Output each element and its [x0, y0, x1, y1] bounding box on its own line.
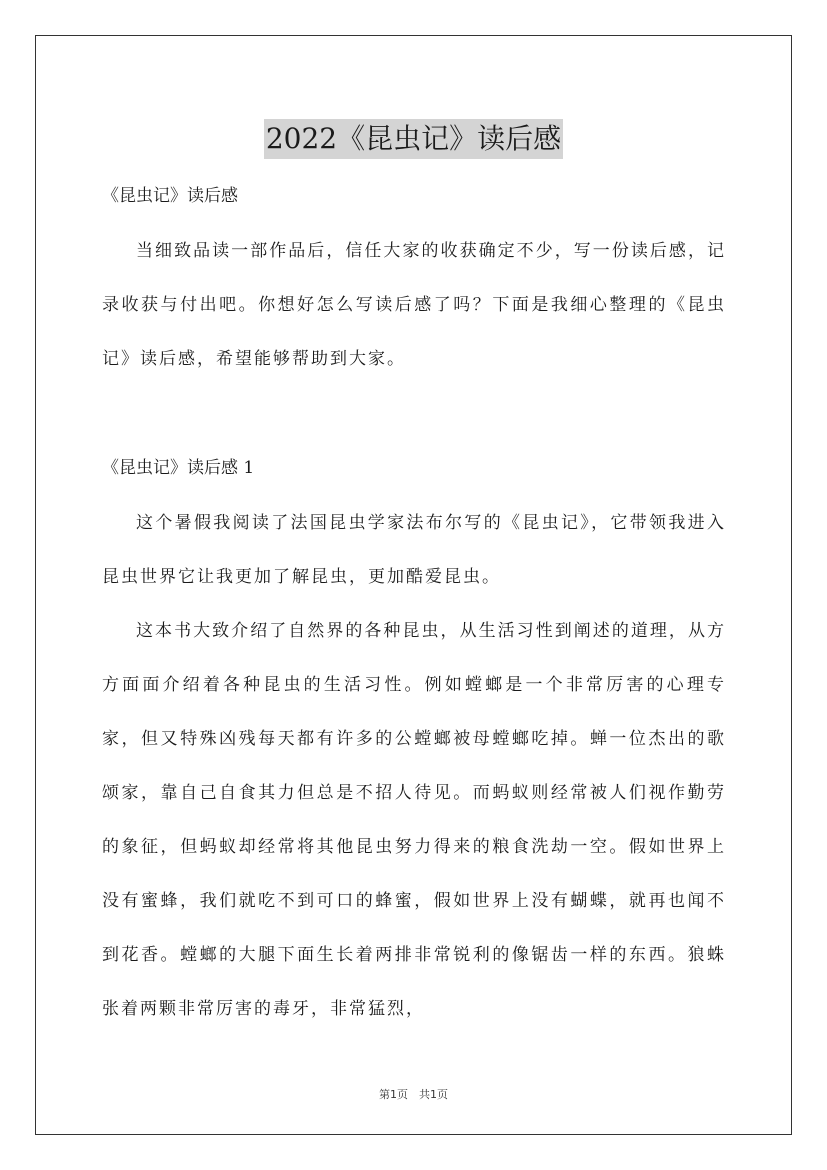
document-title: 2022《昆虫记》读后感: [264, 119, 563, 159]
intro-heading: 《昆虫记》读后感: [102, 186, 238, 206]
intro-paragraph: 当细致品读一部作品后，信任大家的收获确定不少，写一份读后感，记录收获与付出吧。你想好怎么写读后感了吗？下面是我细心整理的《昆虫记》读后感，希望能够帮助到大家。: [102, 241, 726, 369]
paragraph-gap: [102, 386, 726, 440]
section-heading: 《昆虫记》读后感 1: [102, 458, 255, 478]
body-paragraph-1: 这个暑假我阅读了法国昆虫学家法布尔写的《昆虫记》，它带领我进入昆虫世界它让我更加了解昆虫，更加酷爱昆虫。: [102, 513, 726, 587]
body-paragraph-2: 这本书大致介绍了自然界的各种昆虫，从生活习性到阐述的道理，从方方面面介绍着各种昆虫的生活习性。例如螳螂是一个非常厉害的心理专家，但又特殊凶残每天都有许多的公螳螂被母螳螂吃掉。蝉一位杰出的歌颂家，靠自己自食其力但总是不招人待见。而蚂蚁则经常被人们视作勤劳的象征，但蚂蚁却经常将其他昆虫努力得来的粮食洗劫一空。假如世界上没有蜜蜂，我们就吃不到可口的蜂蜜，假如世界上没有蝴蝶，就再也闻不到花香。螳螂的大腿下面生长着两排非常锐利的像锯齿一样的东西。狼蛛张着两颗非常厉害的毒牙，非常猛烈，: [102, 621, 726, 1019]
page-footer: 第1页 共1页: [379, 1088, 448, 1101]
document-body: [102, 168, 726, 1036]
title-container: [0, 100, 827, 178]
